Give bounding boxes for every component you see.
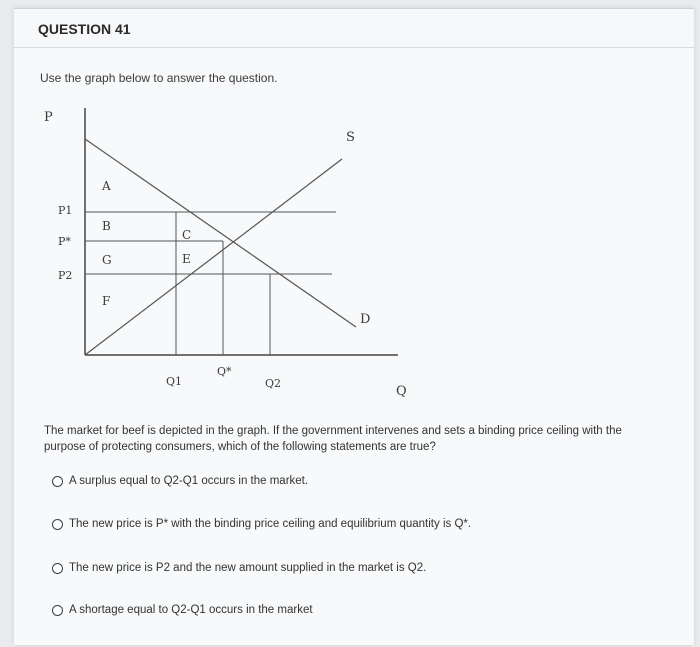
pstar-label: P* [58,235,71,248]
radio-button-4[interactable] [52,605,63,616]
answer-option-2-label: The new price is P* with the binding price ceiling and equilibrium quantity is Q*. [69,518,472,530]
radio-button-2[interactable] [52,519,63,530]
axis-quantity-label: Q [396,384,407,399]
supply-label: S [346,130,355,145]
answer-option-1-label: A surplus equal to Q2-Q1 occurs in the market. [69,475,309,487]
radio-button-1[interactable] [52,476,63,487]
supply-demand-graph [14,9,694,409]
area-b-label: B [102,219,111,233]
demand-label: D [360,312,371,327]
area-f-label: F [102,294,111,308]
question-title: QUESTION 41 [38,21,131,37]
p2-label: P2 [58,269,73,282]
area-a-label: A [102,179,111,193]
answer-option-2[interactable] [52,515,471,533]
question-card [14,8,694,645]
answer-option-3[interactable] [52,559,426,577]
q2-label: Q2 [265,377,282,390]
demand-curve [85,139,356,327]
q1-label: Q1 [166,375,183,388]
p1-label: P1 [58,204,73,217]
supply-curve [85,159,342,355]
area-e-label: E [182,252,191,266]
answer-option-1[interactable] [52,472,308,490]
answer-option-3-label: The new price is P2 and the new amount supplied in the market is Q2. [69,562,427,574]
answer-option-4[interactable] [52,601,313,619]
qstar-label: Q* [217,365,232,378]
area-g-label: G [102,253,112,267]
question-stem: The market for beef is depicted in the graph. If the government intervenes and sets a binding price ceiling with the purpose of protecting consumers, which of the following statements are true? [44,425,622,453]
axis-price-label: P [44,110,53,125]
question-prompt: Use the graph below to answer the question. [40,71,278,85]
radio-button-3[interactable] [52,563,63,574]
answer-option-4-label: A shortage equal to Q2-Q1 occurs in the market [69,604,313,616]
area-c-label: C [182,228,192,242]
